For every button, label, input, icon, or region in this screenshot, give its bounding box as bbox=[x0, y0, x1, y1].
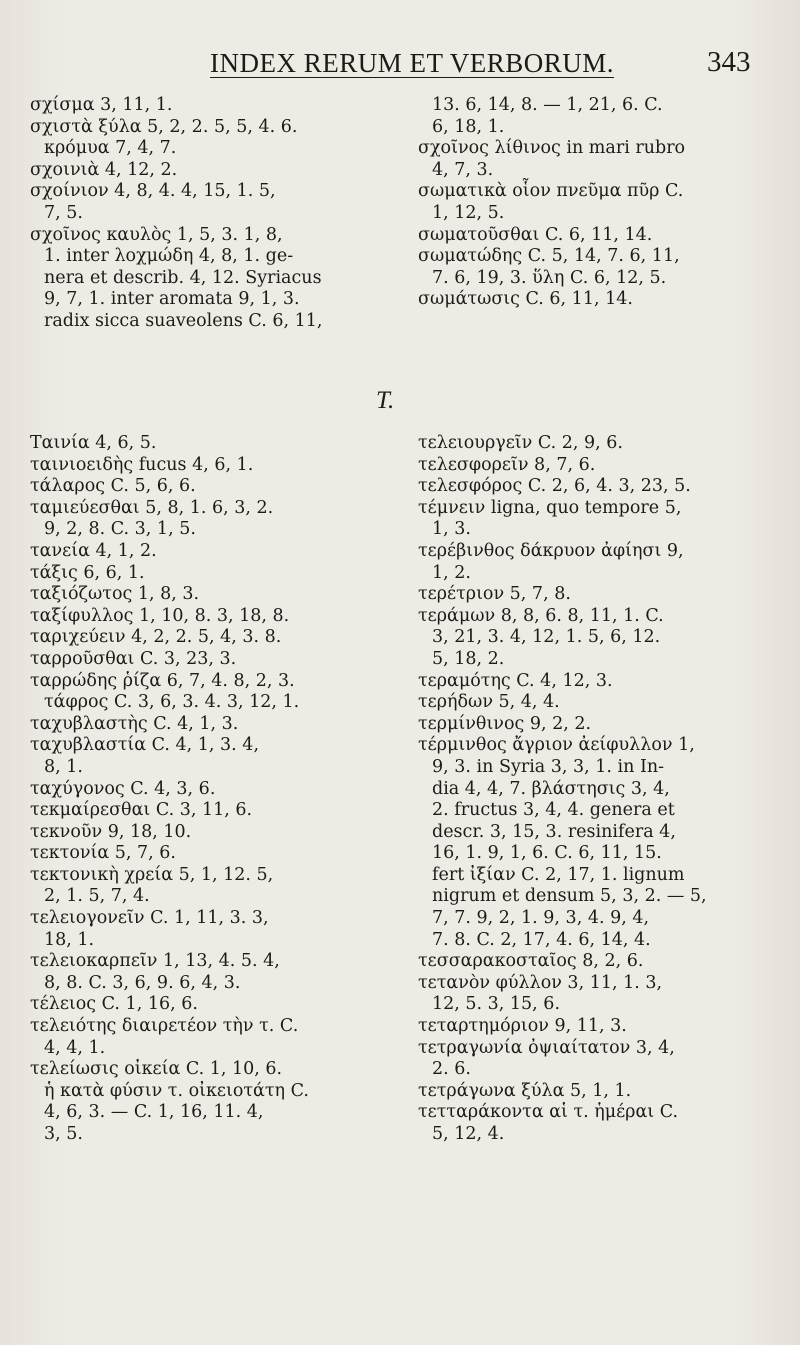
running-title: INDEX RERUM ET VERBORUM. bbox=[210, 48, 615, 78]
index-entry-line: 8, 8. C. 3, 6, 9. 6, 4, 3. bbox=[44, 972, 241, 993]
index-entry-line: τεκμαίρεσθαι C. 3, 11, 6. bbox=[30, 800, 253, 821]
index-entry-line: τεράμων 8, 8, 6. 8, 11, 1. C. bbox=[418, 605, 664, 626]
index-entry-line: descr. 3, 15, 3. resinifera 4, bbox=[432, 821, 676, 842]
index-entry-line: σχοῖνος καυλὸς 1, 5, 3. 1, 8, bbox=[30, 224, 283, 245]
index-entry-line: σχίσμα 3, 11, 1. bbox=[30, 95, 173, 115]
index-entry-line: 4, 4, 1. bbox=[44, 1037, 106, 1058]
index-entry-line: τερήδων 5, 4, 4. bbox=[418, 692, 560, 713]
index-entry-line: ταξίφυλλος 1, 10, 8. 3, 18, 8. bbox=[30, 605, 290, 626]
index-entry-line: 2, 1. 5, 7, 4. bbox=[44, 886, 150, 907]
index-entry-line: τέλειος C. 1, 16, 6. bbox=[30, 994, 198, 1015]
index-entry-line: radix sicca suaveolens C. 6, 11, bbox=[44, 310, 323, 331]
index-entry-line: κρόμυα 7, 4, 7. bbox=[44, 138, 177, 159]
index-entry-line: 2. 6. bbox=[432, 1059, 471, 1080]
index-entry-line: 13. 6, 14, 8. — 1, 21, 6. C. bbox=[432, 95, 663, 115]
index-entry-line: τάφρος C. 3, 6, 3. 4. 3, 12, 1. bbox=[44, 692, 300, 713]
index-entry-line: σωματοῦσθαι C. 6, 11, 14. bbox=[418, 224, 653, 245]
index-entry-line: τετανὸν φύλλον 3, 11, 1. 3, bbox=[418, 972, 663, 993]
index-entry-line: τετταράκοντα αἱ τ. ἡμέραι C. bbox=[418, 1102, 679, 1123]
index-entry-line: τελείωσις οἰκεία C. 1, 10, 6. bbox=[30, 1059, 283, 1080]
index-entry-line: 5, 12, 4. bbox=[432, 1124, 505, 1144]
index-entry-line: 4, 7, 3. bbox=[432, 159, 494, 180]
index-entry-line: 1, 3. bbox=[432, 519, 471, 540]
page-number: 343 bbox=[707, 46, 751, 78]
index-entry-line: ταρρώδης ῥίζα 6, 7, 4. 8, 2, 3. bbox=[30, 670, 295, 691]
index-entry-line: τεταρτημόριον 9, 11, 3. bbox=[418, 1016, 627, 1037]
index-entry-line: 7, 5. bbox=[44, 202, 83, 223]
index-entry-line: τάξις 6, 6, 1. bbox=[30, 562, 145, 583]
index-entry-line: τερμίνθινος 9, 2, 2. bbox=[418, 713, 592, 734]
index-entry-line: 18, 1. bbox=[44, 929, 95, 950]
index-entry-line: σωματικὰ οἷον πνεῦμα πῦρ C. bbox=[418, 181, 684, 202]
index-entry-line: ἡ κατὰ φύσιν τ. οἰκειοτάτη C. bbox=[44, 1080, 309, 1101]
index-entry-line: ταριχεύειν 4, 2, 2. 5, 4, 3. 8. bbox=[30, 627, 282, 648]
index-entry-line: ταμιεύεσθαι 5, 8, 1. 6, 3, 2. bbox=[30, 497, 274, 518]
index-entry-line: τελειουργεῖν C. 2, 9, 6. bbox=[418, 433, 623, 453]
index-entry-line: ταχύγονος C. 4, 3, 6. bbox=[30, 778, 216, 799]
index-entry-line: 3, 5. bbox=[44, 1124, 83, 1144]
index-entry-line: nera et describ. 4, 12. Syriacus bbox=[44, 267, 322, 288]
index-entry-line: 9, 3. in Syria 3, 3, 1. in In- bbox=[432, 756, 665, 777]
index-entry-line: 12, 5. 3, 15, 6. bbox=[432, 994, 561, 1015]
index-column-left-top bbox=[30, 95, 390, 333]
index-entry-line: 9, 2, 8. C. 3, 1, 5. bbox=[44, 519, 196, 540]
index-entry-line: 8, 1. bbox=[44, 756, 83, 777]
index-entry-line: τελειογονεῖν C. 1, 11, 3. 3, bbox=[30, 908, 269, 929]
index-entry-line: 1, 12, 5. bbox=[432, 202, 505, 223]
index-column-right-top bbox=[418, 95, 778, 311]
index-entry-line: 1. inter λοχμώδη 4, 8, 1. ge- bbox=[44, 246, 294, 267]
index-entry-line: 2. fructus 3, 4, 4. genera et bbox=[432, 800, 675, 821]
index-entry-line: τετράγωνα ξύλα 5, 1, 1. bbox=[418, 1080, 632, 1101]
index-entry-line: ταινιοειδὴς fucus 4, 6, 1. bbox=[30, 454, 254, 475]
index-entry-line: τελειότης διαιρετέον τὴν τ. C. bbox=[30, 1016, 299, 1037]
index-entry-line: τετραγωνία ὀψιαίτατον 3, 4, bbox=[418, 1037, 675, 1058]
index-entry-line: τελεσφορεῖν 8, 7, 6. bbox=[418, 454, 596, 475]
index-entry-line: 7, 7. 9, 2, 1. 9, 3, 4. 9, 4, bbox=[432, 908, 650, 929]
index-entry-line: 5, 18, 2. bbox=[432, 648, 505, 669]
index-entry-line: 1, 2. bbox=[432, 562, 471, 583]
index-entry-line: τεσσαρακοσταῖος 8, 2, 6. bbox=[418, 951, 644, 972]
index-entry-line: dia 4, 4, 7. βλάστησις 3, 4, bbox=[432, 778, 670, 799]
index-entry-line: τεραμότης C. 4, 12, 3. bbox=[418, 670, 613, 691]
index-entry-line: τάλαρος C. 5, 6, 6. bbox=[30, 476, 196, 497]
index-column-right-bottom bbox=[418, 433, 778, 1146]
index-entry-line: nigrum et densum 5, 3, 2. — 5, bbox=[432, 886, 707, 907]
index-entry-line: 4, 6, 3. — C. 1, 16, 11. 4, bbox=[44, 1102, 264, 1123]
index-column-left-bottom bbox=[30, 433, 390, 1146]
index-entry-line: ταρροῦσθαι C. 3, 23, 3. bbox=[30, 648, 237, 669]
index-entry-line: 7. 8. C. 2, 17, 4. 6, 14, 4. bbox=[432, 929, 651, 950]
index-entry-line: τεκτονικὴ χρεία 5, 1, 12. 5, bbox=[30, 864, 274, 885]
index-entry-line: τανεία 4, 1, 2. bbox=[30, 540, 157, 561]
index-entry-line: τερέτριον 5, 7, 8. bbox=[418, 584, 571, 605]
index-entry-line: τεκνοῦν 9, 18, 10. bbox=[30, 821, 192, 842]
section-letter: T. bbox=[376, 387, 395, 414]
running-head bbox=[0, 44, 800, 84]
index-entry-line: τεκτονία 5, 7, 6. bbox=[30, 843, 176, 864]
index-entry-line: τέρμινθος ἄγριον ἀείφυλλον 1, bbox=[418, 735, 695, 756]
index-entry-line: τελεσφόρος C. 2, 6, 4. 3, 23, 5. bbox=[418, 476, 691, 497]
index-entry-line: 3, 21, 3. 4, 12, 1. 5, 6, 12. bbox=[432, 627, 661, 648]
index-entry-line: fert ἰξίαν C. 2, 17, 1. lignum bbox=[432, 864, 685, 885]
index-entry-line: Ταινία 4, 6, 5. bbox=[30, 433, 157, 453]
index-entry-line: ταχυβλαστία C. 4, 1, 3. 4, bbox=[30, 735, 260, 756]
index-entry-line: σχοίνιον 4, 8, 4. 4, 15, 1. 5, bbox=[30, 181, 276, 202]
index-entry-line: ταχυβλαστὴς C. 4, 1, 3. bbox=[30, 713, 239, 734]
index-entry-line: 6, 18, 1. bbox=[432, 116, 505, 137]
index-entry-line: σχοινιὰ 4, 12, 2. bbox=[30, 159, 178, 180]
index-entry-line: 7. 6, 19, 3. ὕλη C. 6, 12, 5. bbox=[432, 267, 667, 288]
index-entry-line: σωμάτωσις C. 6, 11, 14. bbox=[418, 289, 633, 310]
index-entry-line: τερέβινθος δάκρυον ἀφίησι 9, bbox=[418, 540, 684, 561]
index-entry-line: τελειοκαρπεῖν 1, 13, 4. 5. 4, bbox=[30, 951, 280, 972]
index-entry-line: τέμνειν ligna, quo tempore 5, bbox=[418, 497, 682, 518]
index-entry-line: 16, 1. 9, 1, 6. C. 6, 11, 15. bbox=[432, 843, 662, 864]
index-entry-line: σχιστὰ ξύλα 5, 2, 2. 5, 5, 4. 6. bbox=[30, 116, 298, 137]
index-entry-line: σωματώδης C. 5, 14, 7. 6, 11, bbox=[418, 246, 680, 267]
index-entry-line: 9, 7, 1. inter aromata 9, 1, 3. bbox=[44, 289, 300, 310]
index-entry-line: ταξιόζωτος 1, 8, 3. bbox=[30, 584, 200, 605]
index-entry-line: σχοῖνος λίθινος in mari rubro bbox=[418, 138, 686, 159]
